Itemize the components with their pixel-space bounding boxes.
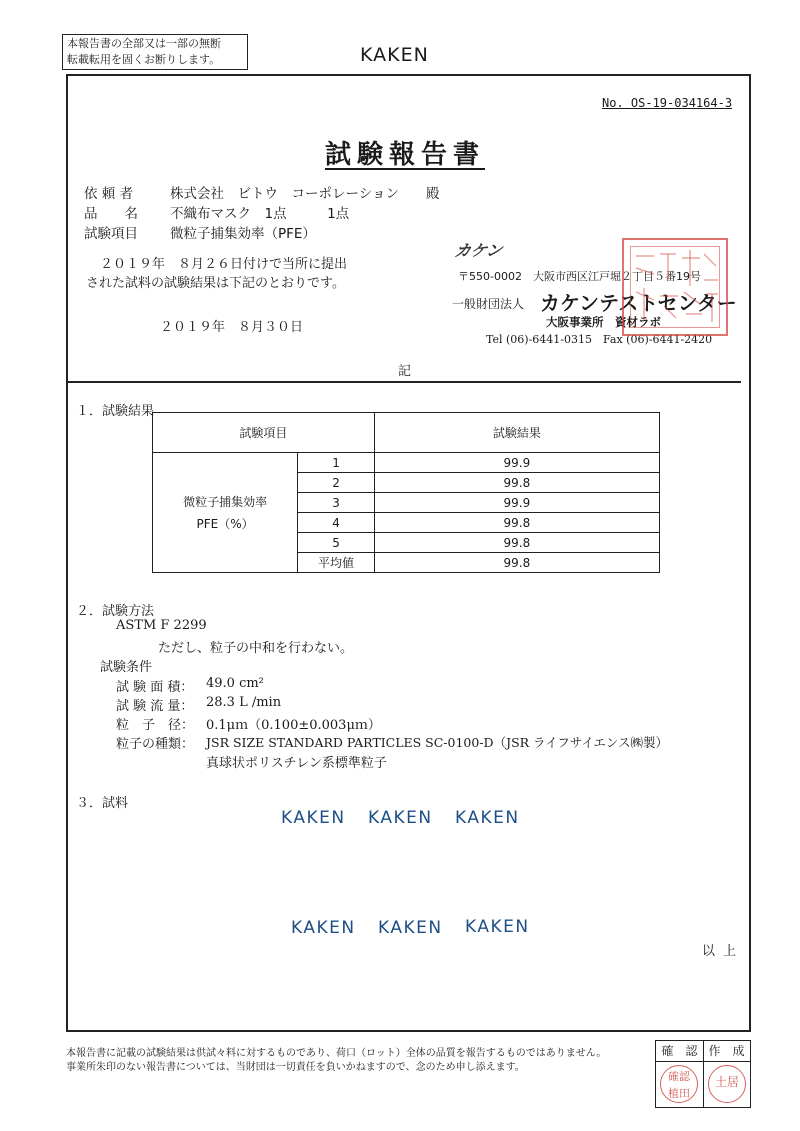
sample-mark: KAKEN	[368, 808, 433, 828]
test-item-label: 試験項目	[84, 226, 138, 242]
client-label: 依 頼 者	[84, 186, 134, 202]
size-label: 粒 子 径：	[116, 718, 195, 733]
item-cell	[153, 453, 298, 573]
client-value: 株式会社 ビトウ コーポレーション 殿	[170, 186, 440, 202]
sender-org-name: カケンテストセンター	[540, 291, 737, 315]
results-header-row	[153, 413, 660, 453]
seal-icon	[624, 240, 726, 334]
test-item-value: 微粒子捕集効率（PFE）	[170, 226, 316, 242]
end-mark: 以上	[702, 944, 745, 959]
results-table	[152, 412, 660, 573]
conditions-title: 試験条件	[100, 660, 153, 675]
create-stamp	[708, 1065, 746, 1103]
flow-value: 28.3 L /min	[206, 695, 282, 710]
sample-mark: KAKEN	[281, 808, 346, 828]
method-standard: ASTM F 2299	[116, 618, 207, 633]
row-value: 99.8	[374, 473, 659, 493]
header-result: 試験結果	[374, 413, 659, 453]
report-number: No. OS-19-034164-3	[602, 96, 733, 110]
size-value: 0.1μｍ（0.100±0.003μｍ）	[206, 718, 381, 733]
row-value: 99.8	[374, 533, 659, 553]
report-date: ２０１９年 ８月３０日	[160, 320, 304, 335]
product-label: 品 名	[84, 206, 138, 222]
row-value: 99.9	[374, 493, 659, 513]
item-line1: 微粒子捕集効率	[183, 494, 268, 509]
type-value: JSR SIZE STANDARD PARTICLES SC-0100-D（JSR ライフサイエンス㈱製）	[206, 735, 669, 750]
official-seal	[622, 238, 728, 336]
sender-org-prefix: 一般財団法人	[452, 297, 525, 311]
stamp-divider	[703, 1061, 704, 1107]
intro-line2: された試料の試験結果は下記のとおりです。	[86, 276, 345, 291]
sender-branch: 大阪事業所 資材ラボ	[546, 315, 661, 329]
area-label: 試 験 面 積：	[116, 680, 194, 695]
footer-note-line1: 本報告書に記載の試験結果は供試々料に対するものであり、荷口（ロット）全体の品質を報告するものではありません。	[66, 1048, 607, 1059]
row-value: 99.8	[374, 553, 659, 573]
row-no: 2	[298, 473, 375, 493]
ki-mark: 記	[398, 364, 412, 379]
footer-note-line2: 事業所朱印のない報告書については、当財団は一切責任を負いかねますので、念のため申し添えます。	[66, 1062, 525, 1073]
reprint-notice	[62, 34, 248, 70]
header-item: 試験項目	[153, 413, 375, 453]
intro-line1: ２０１９年 ８月２６日付けで当所に提出	[100, 257, 348, 272]
section3-title: ３．試料	[76, 796, 129, 811]
row-value: 99.8	[374, 513, 659, 533]
row-no: 平均値	[298, 553, 375, 573]
approval-stamps	[655, 1040, 751, 1108]
reprint-notice-line1: 本報告書の全部又は一部の無断	[67, 37, 221, 50]
sample-mark: KAKEN	[291, 918, 356, 938]
sender-address: 〒550-0002 大阪市西区江戸堀２丁目５番19号	[458, 270, 701, 283]
row-no: 5	[298, 533, 375, 553]
row-no: 4	[298, 513, 375, 533]
kaken-logo: カケン	[453, 241, 504, 260]
divider-line	[68, 381, 741, 383]
sample-mark: KAKEN	[465, 917, 530, 937]
reprint-notice-line2: 転載転用を固くお断りします。	[67, 53, 221, 66]
brand-top: KAKEN	[360, 44, 429, 66]
create-label: 作 成	[703, 1041, 750, 1062]
confirm-stamp-text: 確認 植田	[668, 1070, 690, 1100]
type-label: 粒子の種類：	[116, 737, 195, 752]
confirm-stamp	[660, 1065, 698, 1103]
row-no: 3	[298, 493, 375, 513]
section1-title: １．試験結果	[76, 404, 155, 419]
section2-title: ２．試験方法	[76, 604, 155, 619]
item-line2: PFE（%）	[196, 516, 254, 531]
table-row	[153, 453, 660, 473]
document-title: 試験報告書	[324, 140, 485, 170]
method-note: ただし、粒子の中和を行わない。	[158, 641, 354, 656]
sample-mark: KAKEN	[455, 808, 520, 828]
flow-label: 試 験 流 量：	[116, 699, 194, 714]
row-no: 1	[298, 453, 375, 473]
create-stamp-text: 土居	[714, 1075, 739, 1089]
sender-contact: Tel (06)-6441-0315 Fax (06)-6441-2420	[486, 333, 713, 346]
confirm-label: 確 認	[656, 1041, 704, 1062]
row-value: 99.9	[374, 453, 659, 473]
sample-mark: KAKEN	[378, 918, 443, 938]
type-value2: 真球状ポリスチレン系標準粒子	[206, 756, 387, 771]
product-value: 不織布マスク 1点 1点	[170, 206, 350, 222]
area-value: 49.0 cm²	[206, 676, 264, 691]
